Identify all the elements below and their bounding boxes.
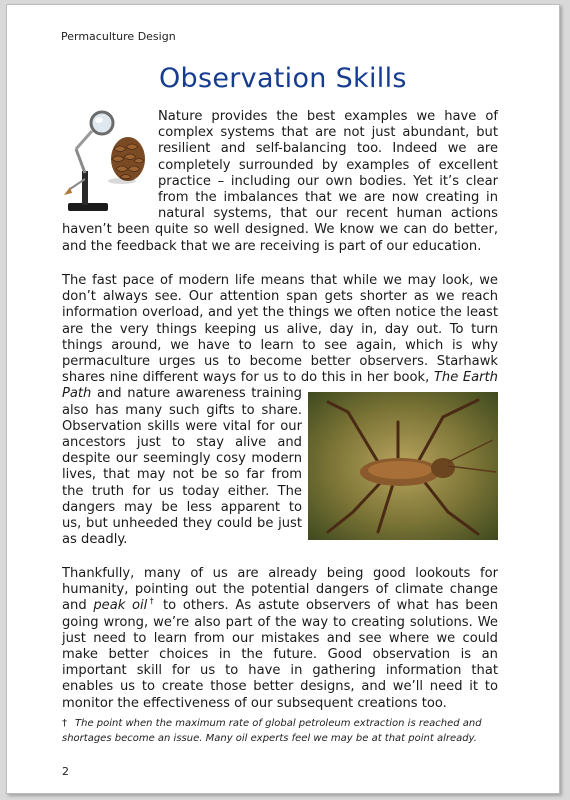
footnote-dagger: † — [62, 718, 67, 729]
magnifier-pinecone-illustration — [62, 109, 154, 219]
document-page — [6, 4, 560, 794]
page-title: Observation Skills — [159, 63, 407, 94]
footnote-mark: † — [147, 597, 157, 607]
intro-paragraph-block — [62, 109, 498, 255]
book-title: The Earth Path — [62, 370, 498, 402]
paragraph-2-text-b: and nature awareness training also has many such gifts to share. Observation skills were vital for our ancestors just to stay alive and despite our seemingly cosy modern lives, that may not be so far from the truth for us today either. The dangers may be less apparent to us, but unheeded they could be just as deadly. — [62, 386, 302, 548]
peak-oil-term: peak oil — [93, 598, 148, 614]
paragraph-3-text-b: to others. As astute observers of what has been going wrong, we’re also part of the way to creating solutions. We just need to learn from our mistakes and see where we could make better choices in the future. Good observation is an important skill for us to have in gathering information that enables us to create those better designs, and we’ll need it to monitor the effectiveness of our subsequent creations too. — [62, 598, 498, 711]
paragraph-1: Nature provides the best examples we have of complex systems that are not just abundant, but resilient and self-balancing too. Indeed we are completely surrounded by examples of excellent practice – including our own bodies. Yet it’s clear from the imbalances that we are now creating in natural systems, that our recent human actions haven’t been quite so well designed. We know we can do better, and the feedback that we are receiving is part of our education. — [62, 109, 498, 254]
footnote-text: The point when the maximum rate of global petroleum extraction is reached and shortages become an issue. Many oil experts feel we may be at that point already. — [62, 718, 482, 744]
footnote — [62, 716, 502, 746]
running-header: Permaculture Design — [61, 30, 176, 43]
paragraph-3 — [62, 566, 498, 712]
paragraph-3-block — [62, 566, 498, 712]
page-number: 2 — [62, 765, 69, 778]
cricket-photo — [308, 392, 498, 540]
paragraph-2-block — [62, 273, 498, 548]
paragraph-2 — [62, 273, 498, 548]
paragraph-2-text-a: The fast pace of modern life means that while we may look, we don’t always see. Our attention span gets shorter as we reach information overload, and yet the things we often notice the least are the very things keeping us alive, day in, day out. To turn things around, we have to learn to see again, which is why permaculture urges us to become better observers. Starhawk shares nine different ways for us to do this in her book, — [62, 273, 498, 386]
paragraph-3-text-a: Thankfully, many of us are already being good lookouts for humanity, pointing out the potential dangers of climate change and — [62, 566, 498, 614]
